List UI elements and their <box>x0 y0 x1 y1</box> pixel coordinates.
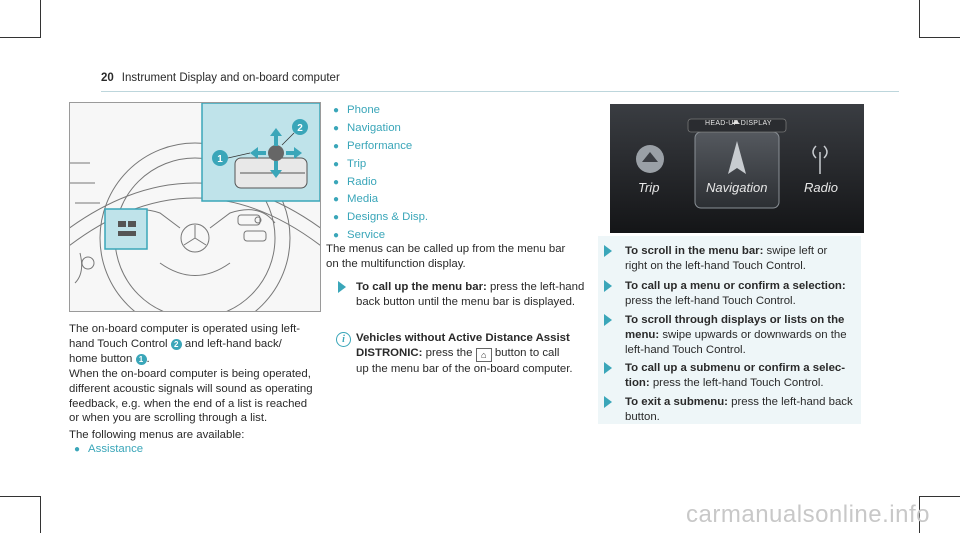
step-arrow-icon <box>604 396 612 408</box>
page-header <box>101 72 340 84</box>
list-item[interactable]: ● Radio <box>333 175 377 188</box>
step-exit-submenu: To exit a submenu: press the left-hand back button. <box>625 396 853 423</box>
crop-mark <box>40 0 41 38</box>
step-call-menu-bar: To call up the menu bar: press the left-hand back button until the menu bar is displayed. <box>356 281 585 308</box>
crop-mark <box>40 496 41 533</box>
crop-mark <box>920 37 960 38</box>
step-confirm-selection: To call up a menu or confirm a selection: press the left-hand Touch Control. <box>625 280 846 307</box>
crop-mark <box>920 496 960 497</box>
menus-intro: The following menus are available: <box>69 429 245 441</box>
step-arrow-icon <box>338 281 346 293</box>
multifunction-display-figure <box>610 104 864 233</box>
section-title: Instrument Display and on-board computer <box>121 72 340 84</box>
crop-mark <box>0 496 40 497</box>
svg-text:2: 2 <box>297 123 303 134</box>
header-rule <box>101 91 899 92</box>
step-arrow-icon <box>604 362 612 374</box>
info-icon: i <box>336 332 351 347</box>
page-number: 20 <box>101 72 114 84</box>
display-item-navigation[interactable]: Navigation <box>706 180 768 195</box>
menu-list <box>331 102 428 245</box>
callout-2: 2 <box>171 339 182 350</box>
menu-bar-paragraph: The menus can be called up from the menu bar on the multifunction display. <box>326 243 566 270</box>
steering-wheel-illustration <box>70 103 320 311</box>
list-item[interactable]: ● Media <box>333 193 379 206</box>
hud-label: HEAD-UP DISPLAY <box>705 120 772 127</box>
menu-link-assistance[interactable]: Assistance <box>88 443 144 455</box>
crop-mark <box>919 0 920 38</box>
list-item[interactable]: ● Navigation <box>333 121 401 134</box>
info-note: Vehicles without Active Distance Assist DISTRONIC: press the ⌂ button to call up the menu bar of the on-board computer. <box>356 332 573 375</box>
callout-1: 1 <box>136 354 147 365</box>
home-icon: ⌂ <box>476 348 492 362</box>
list-item[interactable]: ● Assistance <box>74 443 144 455</box>
watermark: carmanualsonline.info <box>686 501 930 528</box>
list-item[interactable]: ● Phone <box>333 104 380 116</box>
step-scroll-displays: To scroll through displays or lists on the menu: swipe upwards or downwards on the left-hand Touch Control. <box>625 314 847 356</box>
menu-list-start <box>72 443 143 455</box>
display-item-radio[interactable]: Radio <box>804 180 838 195</box>
step-call-submenu: To call up a submenu or confirm a selec- tion: press the left-hand Touch Control. <box>625 362 846 389</box>
list-item[interactable]: ● Service <box>333 229 386 242</box>
crop-mark <box>0 37 40 38</box>
step-arrow-icon <box>604 314 612 326</box>
step-scroll-menu-bar: To scroll in the menu bar: swipe left or right on the left-hand Touch Control. <box>625 245 828 272</box>
step-arrow-icon <box>604 280 612 292</box>
list-item[interactable]: ● Trip <box>333 157 367 170</box>
feedback-paragraph: When the on-board computer is being operated, different acoustic signals will sound as operating feedback, e.g. when the end of a list is reached or when you are scrolling through a list. <box>69 368 313 425</box>
steering-wheel-figure <box>69 102 321 312</box>
list-item[interactable]: ● Performance <box>333 139 413 152</box>
list-item[interactable]: ● Designs & Disp. <box>333 211 429 224</box>
svg-text:1: 1 <box>217 154 223 165</box>
intro-paragraph: The on-board computer is operated using left- hand Touch Control 2 and left-hand back/ home button 1 . <box>69 323 301 365</box>
display-item-trip[interactable]: Trip <box>638 180 660 195</box>
step-arrow-icon <box>604 245 612 257</box>
